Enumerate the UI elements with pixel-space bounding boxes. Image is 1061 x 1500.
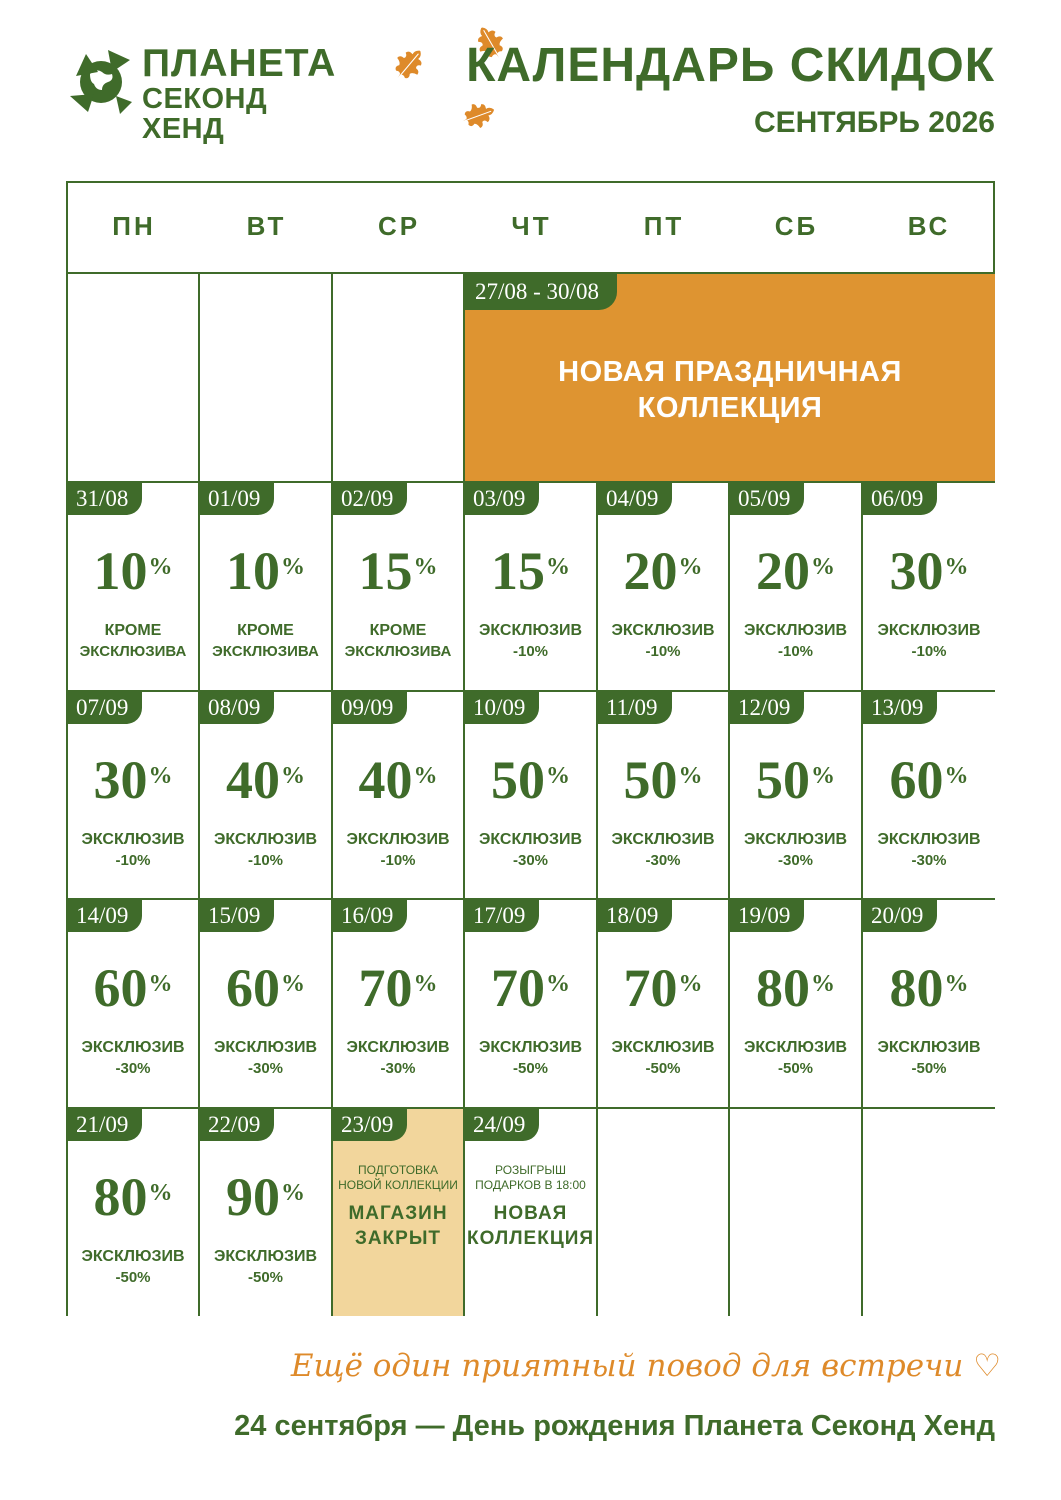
discount-percent <box>333 958 463 1018</box>
brand-logo <box>68 42 348 145</box>
discount-note-secondary: -50% <box>777 1060 814 1077</box>
discount-note: ЭКСКЛЮЗИВ <box>877 831 981 848</box>
date-tag: 14/09 <box>68 900 142 932</box>
discount-percent <box>730 958 861 1018</box>
discount-value: 70 <box>623 958 678 1018</box>
footer-tagline: Ещё один приятный повод для встречи ♡ <box>290 1348 1001 1384</box>
weekday-label: ПТ <box>643 211 685 241</box>
empty-day-cell <box>333 274 465 483</box>
discount-note-secondary: ЭКСКЛЮЗИВА <box>79 643 187 660</box>
day-cell <box>598 900 730 1109</box>
discount-note: ЭКСКЛЮЗИВ <box>81 1039 185 1056</box>
discount-note-secondary: -10% <box>380 852 416 869</box>
discount-percent <box>598 958 728 1018</box>
percent-sign: % <box>546 554 570 580</box>
discount-note-secondary: ЭКСКЛЮЗИВА <box>212 643 319 660</box>
discount-note: ЭКСКЛЮЗИВ <box>743 1039 848 1056</box>
event-caption-line1: ПОДГОТОВКА <box>357 1163 439 1177</box>
banner-text <box>465 354 995 426</box>
date-tag: 13/09 <box>863 692 937 724</box>
date-tag: 15/09 <box>200 900 274 932</box>
day-cell <box>863 692 995 900</box>
discount-note: ЭКСКЛЮЗИВ <box>478 622 583 639</box>
day-cell <box>465 692 598 900</box>
banner-line1: НОВАЯ ПРАЗДНИЧНАЯ <box>558 356 902 388</box>
weekday-label: СР <box>377 211 421 241</box>
empty-day-cell <box>730 1109 863 1316</box>
banner-line2: КОЛЛЕКЦИЯ <box>637 392 823 424</box>
discount-percent <box>863 958 995 1018</box>
day-cell <box>730 900 863 1109</box>
event-title-line1: МАГАЗИН <box>348 1203 448 1224</box>
discount-percent <box>200 958 331 1018</box>
discount-note-secondary: -10% <box>247 852 284 869</box>
discount-value: 30 <box>889 541 944 601</box>
discount-note: ЭКСКЛЮЗИВ <box>743 831 848 848</box>
discount-value: 90 <box>226 1167 280 1227</box>
date-tag: 24/09 <box>465 1109 539 1141</box>
weekday-label: ЧТ <box>511 211 552 241</box>
percent-sign: % <box>413 971 438 997</box>
discount-note-secondary: -30% <box>512 852 549 869</box>
discount-note-secondary: -30% <box>115 1060 151 1077</box>
discount-percent <box>200 1167 331 1227</box>
percent-sign: % <box>148 971 173 997</box>
day-cell <box>333 900 465 1109</box>
event-caption <box>333 1163 463 1193</box>
discount-value: 70 <box>358 958 413 1018</box>
date-tag: 01/09 <box>200 483 274 515</box>
discount-percent <box>200 750 331 810</box>
discount-note: ЭКСКЛЮЗИВ <box>213 1039 318 1056</box>
day-cell <box>200 1109 333 1316</box>
date-tag: 31/08 <box>68 483 142 515</box>
percent-sign: % <box>944 554 969 580</box>
percent-sign: % <box>811 971 835 997</box>
percent-sign: % <box>678 554 703 580</box>
percent-sign: % <box>944 763 969 789</box>
discount-value: 70 <box>491 958 545 1018</box>
discount-note: ЭКСКЛЮЗИВ <box>611 831 715 848</box>
oak-leaf-icon <box>388 44 430 86</box>
percent-sign: % <box>281 554 305 580</box>
percent-sign: % <box>413 763 438 789</box>
discount-value: 40 <box>226 750 280 810</box>
discount-value: 50 <box>756 750 810 810</box>
weekday-label: ВТ <box>246 211 287 241</box>
discount-percent <box>598 750 728 810</box>
weekday-header <box>68 183 993 274</box>
date-tag: 03/09 <box>465 483 539 515</box>
discount-note-secondary: -30% <box>645 852 681 869</box>
event-title <box>333 1201 463 1251</box>
percent-sign: % <box>678 971 703 997</box>
discount-note-secondary: -10% <box>777 643 814 660</box>
date-tag: 08/09 <box>200 692 274 724</box>
discount-value: 80 <box>889 958 944 1018</box>
date-tag: 22/09 <box>200 1109 274 1141</box>
percent-sign: % <box>148 1180 173 1206</box>
new-collection-cell <box>465 1109 598 1316</box>
day-cell <box>598 692 730 900</box>
percent-sign: % <box>811 554 835 580</box>
discount-percent <box>465 750 596 810</box>
percent-sign: % <box>281 763 305 789</box>
percent-sign: % <box>281 971 305 997</box>
day-cell <box>68 1109 200 1316</box>
discount-percent <box>598 541 728 601</box>
discount-note: ЭКСКЛЮЗИВ <box>478 831 583 848</box>
discount-percent <box>68 541 198 601</box>
date-tag: 20/09 <box>863 900 937 932</box>
percent-sign: % <box>678 763 703 789</box>
date-tag: 04/09 <box>598 483 672 515</box>
banner-date-tag: 27/08 - 30/08 <box>465 274 617 310</box>
date-tag: 07/09 <box>68 692 142 724</box>
percent-sign: % <box>148 763 173 789</box>
event-caption-line2: НОВОЙ КОЛЛЕКЦИИ <box>338 1178 458 1192</box>
event-caption <box>465 1163 596 1193</box>
discount-note: ЭКСКЛЮЗИВ <box>611 1039 715 1056</box>
brand-name-line2: СЕКОНД ХЕНД <box>142 83 268 145</box>
discount-note-secondary: -10% <box>512 643 549 660</box>
day-cell <box>68 900 200 1109</box>
discount-note-secondary: ЭКСКЛЮЗИВА <box>344 643 452 660</box>
discount-value: 20 <box>623 541 678 601</box>
discount-note-secondary: -30% <box>911 852 947 869</box>
day-cell <box>200 900 333 1109</box>
percent-sign: % <box>546 763 570 789</box>
percent-sign: % <box>148 554 173 580</box>
discount-percent <box>68 1167 198 1227</box>
day-cell <box>200 483 333 692</box>
discount-value: 20 <box>756 541 810 601</box>
discount-value: 40 <box>358 750 413 810</box>
date-tag: 16/09 <box>333 900 407 932</box>
day-cell <box>730 483 863 692</box>
discount-note: ЭКСКЛЮЗИВ <box>346 1039 450 1056</box>
discount-value: 30 <box>93 750 148 810</box>
discount-note-secondary: -50% <box>115 1269 151 1286</box>
date-tag: 02/09 <box>333 483 407 515</box>
discount-value: 60 <box>226 958 280 1018</box>
date-tag: 21/09 <box>68 1109 142 1141</box>
discount-note-secondary: -50% <box>247 1269 284 1286</box>
discount-note: ЭКСКЛЮЗИВ <box>611 622 715 639</box>
day-cell <box>68 692 200 900</box>
percent-sign: % <box>546 971 570 997</box>
day-cell <box>333 483 465 692</box>
date-tag: 19/09 <box>730 900 804 932</box>
date-tag: 06/09 <box>863 483 937 515</box>
discount-percent <box>68 958 198 1018</box>
discount-note-secondary: -10% <box>645 643 681 660</box>
date-tag: 23/09 <box>333 1109 407 1141</box>
discount-percent <box>68 750 198 810</box>
event-title <box>465 1201 596 1251</box>
date-tag: 11/09 <box>598 692 672 724</box>
day-cell <box>730 692 863 900</box>
discount-value: 60 <box>889 750 944 810</box>
date-tag: 18/09 <box>598 900 672 932</box>
discount-value: 60 <box>93 958 148 1018</box>
holiday-collection-banner <box>465 274 995 483</box>
discount-value: 10 <box>93 541 148 601</box>
discount-note: КРОМЕ <box>104 622 162 639</box>
discount-percent <box>333 541 463 601</box>
event-caption-line1: РОЗЫГРЫШ <box>494 1163 567 1177</box>
day-cell <box>598 483 730 692</box>
store-closed-cell <box>333 1109 465 1316</box>
discount-note-secondary: -10% <box>911 643 947 660</box>
discount-percent <box>465 958 596 1018</box>
discount-value: 80 <box>756 958 810 1018</box>
percent-sign: % <box>413 554 438 580</box>
percent-sign: % <box>811 763 835 789</box>
event-title-line1: НОВАЯ <box>493 1203 568 1224</box>
date-tag: 10/09 <box>465 692 539 724</box>
date-tag: 12/09 <box>730 692 804 724</box>
date-tag: 17/09 <box>465 900 539 932</box>
discount-note: ЭКСКЛЮЗИВ <box>81 1248 185 1265</box>
discount-value: 15 <box>491 541 545 601</box>
day-cell <box>863 900 995 1109</box>
empty-day-cell <box>68 274 200 483</box>
weekday-label: СБ <box>774 211 819 241</box>
day-cell <box>333 692 465 900</box>
day-cell <box>863 483 995 692</box>
discount-note: ЭКСКЛЮЗИВ <box>81 831 185 848</box>
discount-note-secondary: -30% <box>247 1060 284 1077</box>
discount-note: ЭКСКЛЮЗИВ <box>346 831 450 848</box>
brand-name-line1: ПЛАНЕТА <box>142 42 337 85</box>
discount-value: 80 <box>93 1167 148 1227</box>
discount-note: ЭКСКЛЮЗИВ <box>877 622 981 639</box>
discount-percent <box>863 750 995 810</box>
percent-sign: % <box>281 1180 305 1206</box>
oak-leaf-icon <box>458 96 498 136</box>
discount-note: КРОМЕ <box>237 622 294 639</box>
discount-note-secondary: -30% <box>777 852 814 869</box>
discount-note-secondary: -50% <box>512 1060 549 1077</box>
event-title-line2: ЗАКРЫТ <box>354 1228 442 1249</box>
event-caption-line2: ПОДАРКОВ В 18:00 <box>475 1178 586 1192</box>
day-cell <box>465 900 598 1109</box>
percent-sign: % <box>944 971 969 997</box>
weekday-label: ВС <box>907 211 951 241</box>
discount-value: 50 <box>491 750 545 810</box>
day-cell <box>200 692 333 900</box>
date-tag: 05/09 <box>730 483 804 515</box>
discount-percent <box>200 541 331 601</box>
discount-note: ЭКСКЛЮЗИВ <box>213 831 318 848</box>
discount-percent <box>863 541 995 601</box>
discount-percent <box>465 541 596 601</box>
discount-value: 15 <box>358 541 413 601</box>
weekday-label: ПН <box>112 211 156 241</box>
empty-day-cell <box>863 1109 995 1316</box>
discount-note-secondary: -50% <box>645 1060 681 1077</box>
discount-note: КРОМЕ <box>369 622 427 639</box>
recycle-globe-icon <box>68 46 134 114</box>
day-cell <box>68 483 200 692</box>
discount-percent <box>333 750 463 810</box>
discount-note: ЭКСКЛЮЗИВ <box>478 1039 583 1056</box>
empty-day-cell <box>200 274 333 483</box>
discount-note: ЭКСКЛЮЗИВ <box>213 1248 318 1265</box>
footer-birthday-note: 24 сентября — День рождения Планета Секонд Хенд <box>234 1410 995 1442</box>
discount-calendar <box>66 181 995 1316</box>
date-tag: 09/09 <box>333 692 407 724</box>
discount-note-secondary: -50% <box>911 1060 947 1077</box>
discount-value: 50 <box>623 750 678 810</box>
discount-note-secondary: -30% <box>380 1060 416 1077</box>
discount-value: 10 <box>226 541 280 601</box>
empty-day-cell <box>598 1109 730 1316</box>
discount-percent <box>730 750 861 810</box>
discount-percent <box>730 541 861 601</box>
page-title: КАЛЕНДАРЬ СКИДОК <box>466 39 995 92</box>
event-title-line2: КОЛЛЕКЦИЯ <box>466 1228 595 1249</box>
page-subtitle: СЕНТЯБРЬ 2026 <box>753 106 995 139</box>
discount-note: ЭКСКЛЮЗИВ <box>877 1039 981 1056</box>
day-cell <box>465 483 598 692</box>
discount-note: ЭКСКЛЮЗИВ <box>743 622 848 639</box>
discount-note-secondary: -10% <box>115 852 151 869</box>
